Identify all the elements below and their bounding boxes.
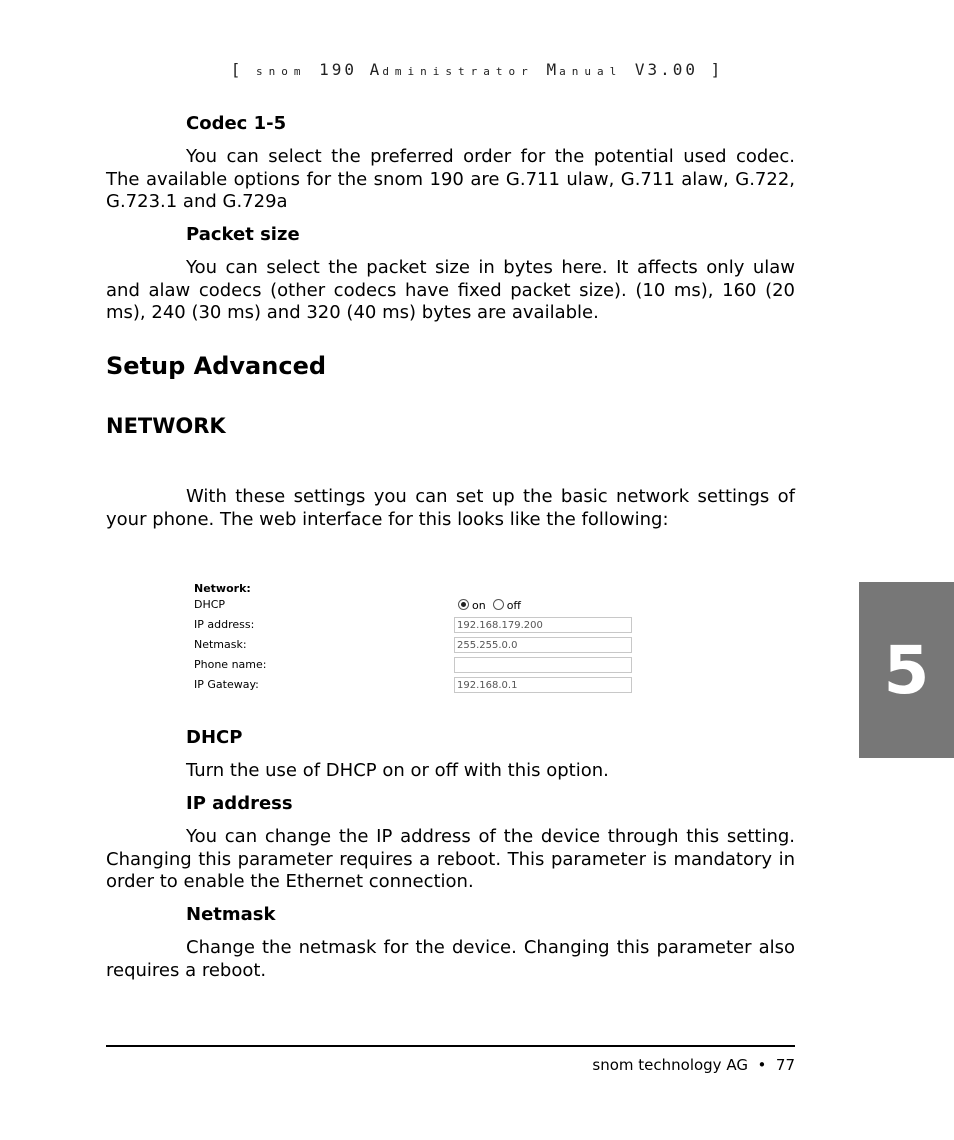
phone-name-label: Phone name:: [194, 658, 267, 671]
page-footer: [106, 1056, 795, 1074]
dhcp-label: DHCP: [194, 598, 226, 611]
ip-gateway-label: IP Gateway:: [194, 678, 259, 691]
packet-size-subheading: Packet size: [186, 224, 300, 245]
network-form-title: Network:: [194, 582, 251, 595]
netmask-label: Netmask:: [194, 638, 247, 651]
phone-name-field[interactable]: [454, 657, 632, 673]
dhcp-paragraph: Turn the use of DHCP on or off with this option.: [186, 760, 609, 781]
network-paragraph: With these settings you can set up the basic network settings of your phone. The web interface for this looks like the following:: [106, 486, 795, 530]
ip-address-subheading: IP address: [186, 793, 293, 814]
dhcp-on-label: on: [472, 599, 486, 612]
setup-advanced-heading: Setup Advanced: [106, 352, 327, 380]
ip-address-label: IP address:: [194, 618, 255, 631]
dhcp-subheading: DHCP: [186, 727, 243, 748]
footer-divider: [106, 1045, 795, 1047]
codec-subheading: Codec 1-5: [186, 113, 287, 134]
chapter-tab: 5: [859, 582, 954, 758]
dhcp-radio-group: [458, 598, 521, 616]
running-header: [ snom 190 Administrator Manual V3.00 ]: [230, 60, 724, 79]
network-settings-screenshot: [190, 580, 640, 700]
netmask-paragraph: Change the netmask for the device. Changing this parameter also requires a reboot.: [106, 937, 795, 981]
codec-paragraph: You can select the preferred order for the potential used codec. The available options for the snom 190 are G.711 ulaw, G.711 alaw, G.722, G.723.1 and G.729a: [106, 146, 795, 212]
dhcp-off-radio[interactable]: [493, 599, 504, 610]
netmask-subheading: Netmask: [186, 904, 276, 925]
footer-company: snom technology AG: [592, 1056, 748, 1074]
page-number: 77: [775, 1056, 795, 1074]
ip-address-paragraph: You can change the IP address of the device through this setting. Changing this parameter requires a reboot. This parameter is mandatory in order to enable the Ethernet connection.: [106, 826, 795, 892]
dhcp-on-radio[interactable]: [458, 599, 469, 610]
packet-size-paragraph: You can select the packet size in bytes here. It affects only ulaw and alaw codecs (other codecs have fixed packet size). (10 ms), 160 (20 ms), 240 (30 ms) and 320 (40 ms) bytes are available.: [106, 257, 795, 323]
netmask-field[interactable]: 255.255.0.0: [454, 637, 632, 653]
header-snom: snom: [255, 65, 307, 78]
dhcp-off-label: off: [506, 599, 522, 612]
ip-address-field[interactable]: 192.168.179.200: [454, 617, 632, 633]
header-model: 190: [319, 60, 358, 79]
header-version: V3.00: [634, 60, 699, 79]
ip-gateway-field[interactable]: 192.168.0.1: [454, 677, 632, 693]
footer-bullet: •: [757, 1056, 767, 1074]
network-heading: NETWORK: [106, 414, 226, 438]
